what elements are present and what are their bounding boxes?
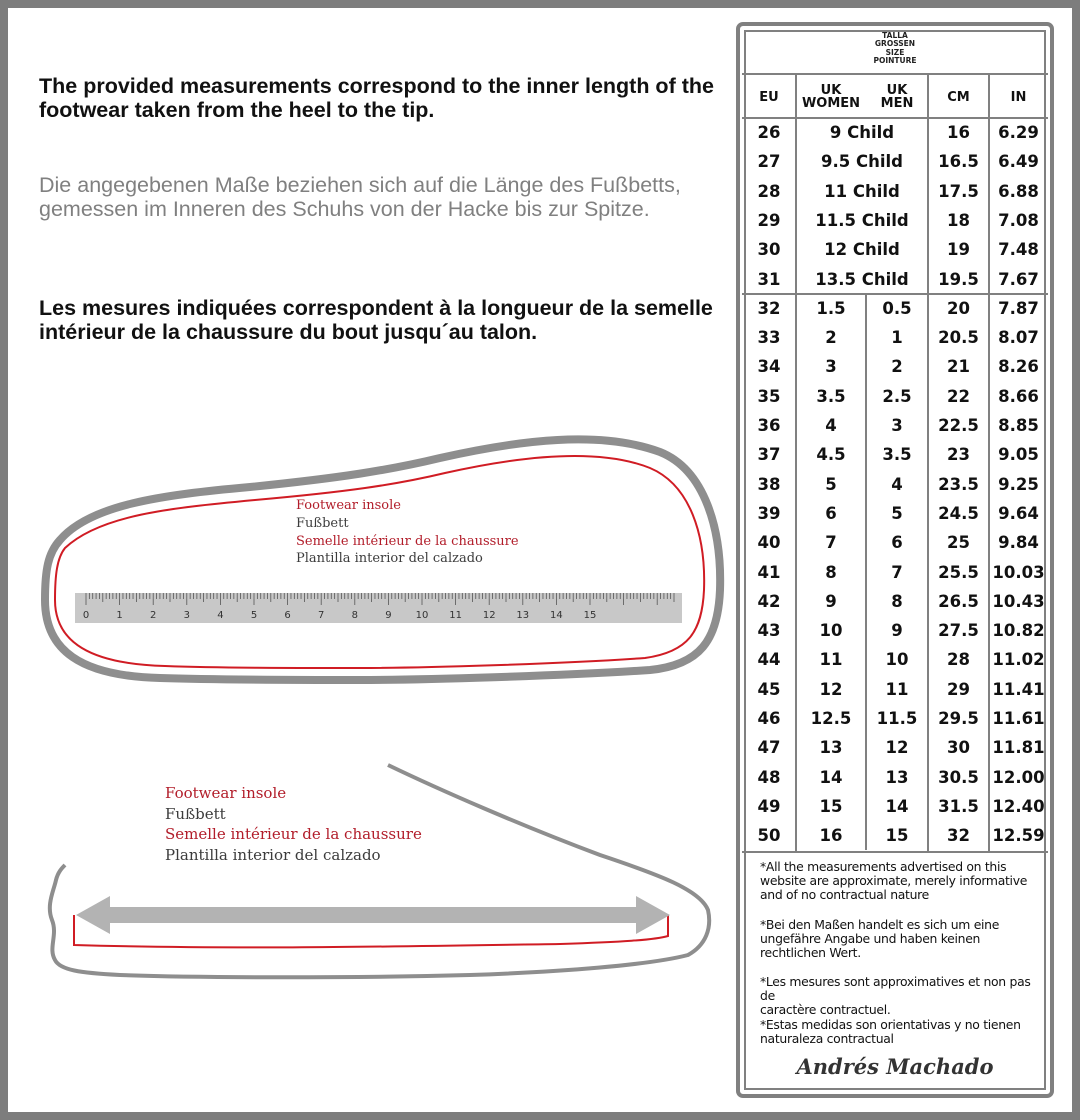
intro-english-line: The provided measurements correspond to the inner length of the bbox=[39, 74, 714, 98]
cell-cm: 19.5 bbox=[938, 269, 979, 289]
cell-eu: 41 bbox=[757, 562, 781, 582]
cell-uk-men: 11.5 bbox=[876, 709, 918, 728]
ruler-number: 4 bbox=[217, 610, 224, 621]
shoe-outline-side-view bbox=[50, 765, 709, 977]
note-english bbox=[760, 860, 1042, 902]
table-footer-divider bbox=[742, 851, 1048, 853]
ruler-number: 8 bbox=[351, 610, 358, 621]
cell-eu: 40 bbox=[757, 533, 781, 553]
cell-eu: 32 bbox=[757, 298, 781, 318]
cell-cm: 24.5 bbox=[938, 503, 979, 523]
cell-in: 7.48 bbox=[998, 240, 1039, 260]
cell-uk-men: 2.5 bbox=[882, 386, 912, 406]
cell-in: 11.02 bbox=[992, 650, 1045, 670]
length-double-arrow bbox=[76, 896, 670, 934]
cell-in: 12.59 bbox=[992, 826, 1045, 846]
cell-in: 11.61 bbox=[992, 709, 1045, 728]
cell-cm: 31.5 bbox=[938, 796, 979, 816]
cell-uk-men: 13 bbox=[885, 767, 909, 787]
cell-in: 6.49 bbox=[998, 152, 1039, 172]
cell-in: 12.40 bbox=[992, 796, 1045, 816]
cell-eu: 26 bbox=[757, 123, 781, 142]
cell-cm: 25 bbox=[947, 533, 970, 553]
cell-uk-men: 10 bbox=[885, 650, 909, 670]
label-fussbett: Fußbett bbox=[165, 805, 226, 823]
note-line: *Estas medidas son orientativas y no tienen bbox=[760, 1017, 1021, 1032]
table-title-line: GROSSEN bbox=[874, 39, 916, 49]
note-french bbox=[760, 975, 1042, 1017]
header-in: IN bbox=[1010, 89, 1027, 105]
cell-uk-men: 3.5 bbox=[882, 445, 912, 465]
cell-uk-women: 5 bbox=[825, 474, 837, 494]
note-line: *Bei den Maßen handelt es sich um eine bbox=[760, 917, 1000, 932]
ruler-number: 10 bbox=[415, 610, 429, 621]
cell-cm: 17.5 bbox=[938, 181, 979, 201]
cell-cm: 16 bbox=[947, 123, 970, 142]
cell-uk-men: 9 bbox=[891, 621, 903, 641]
label-plantilla: Plantilla interior del calzado bbox=[165, 846, 381, 864]
cell-eu: 36 bbox=[757, 416, 781, 435]
cell-cm: 28 bbox=[947, 650, 970, 670]
cell-in: 9.64 bbox=[998, 503, 1039, 523]
cell-uk-women: 1.5 bbox=[816, 298, 846, 318]
cell-uk-men: 14 bbox=[885, 796, 909, 816]
ruler-number: 12 bbox=[482, 610, 496, 621]
note-line: rechtlichen Wert. bbox=[760, 945, 861, 960]
cell-in: 9.25 bbox=[998, 474, 1039, 494]
cell-cm: 25.5 bbox=[938, 562, 979, 582]
note-line: and of no contractual nature bbox=[760, 887, 929, 902]
cell-in: 6.29 bbox=[998, 123, 1039, 142]
cell-uk-men: 4 bbox=[891, 474, 903, 494]
cell-in: 10.43 bbox=[992, 591, 1045, 611]
cell-uk-child: 11 Child bbox=[824, 181, 900, 201]
cell-cm: 16.5 bbox=[938, 152, 979, 172]
cell-uk-child: 9 Child bbox=[829, 123, 895, 142]
cell-uk-women: 12 bbox=[819, 679, 843, 699]
cell-cm: 23.5 bbox=[938, 474, 979, 494]
cell-uk-women: 9 bbox=[825, 591, 837, 611]
intro-german-line: gemessen im Inneren des Schuhs von der Hacke bis zur Spitze. bbox=[39, 197, 650, 221]
header-eu: EU bbox=[759, 89, 779, 105]
cell-eu: 34 bbox=[757, 357, 781, 377]
cell-uk-women: 6 bbox=[825, 503, 837, 523]
cell-uk-women: 4 bbox=[825, 416, 837, 435]
cell-uk-women: 3.5 bbox=[816, 386, 846, 406]
cell-uk-men: 12 bbox=[885, 738, 909, 758]
label-fussbett: Fußbett bbox=[296, 516, 349, 531]
cell-in: 8.85 bbox=[998, 416, 1039, 435]
cell-eu: 48 bbox=[757, 767, 781, 787]
cell-eu: 45 bbox=[757, 679, 781, 699]
cell-uk-child: 12 Child bbox=[824, 240, 900, 260]
cell-eu: 31 bbox=[757, 269, 781, 289]
table-title bbox=[742, 32, 1048, 65]
cell-uk-men: 8 bbox=[891, 591, 903, 611]
cell-uk-men: 7 bbox=[891, 562, 903, 582]
note-german bbox=[760, 918, 1042, 960]
cell-uk-men: 15 bbox=[885, 826, 909, 846]
cell-in: 9.05 bbox=[998, 445, 1039, 465]
cell-uk-women: 8 bbox=[825, 562, 837, 582]
note-line: ungefähre Angabe und haben keinen bbox=[760, 931, 981, 946]
cell-cm: 30.5 bbox=[938, 767, 979, 787]
cell-uk-men: 3 bbox=[891, 416, 903, 435]
cell-eu: 30 bbox=[757, 240, 781, 260]
cell-cm: 26.5 bbox=[938, 591, 979, 611]
label-footwear-insole: Footwear insole bbox=[296, 498, 401, 513]
cell-uk-child: 9.5 Child bbox=[821, 152, 903, 172]
note-line: *Les mesures sont approximatives et non pas de bbox=[760, 974, 1031, 1003]
table-title-line: POINTURE bbox=[873, 55, 917, 65]
cell-in: 10.82 bbox=[992, 621, 1045, 641]
cell-in: 12.00 bbox=[992, 767, 1045, 787]
ruler-number: 11 bbox=[449, 610, 462, 621]
cell-cm: 18 bbox=[947, 210, 970, 230]
cell-uk-men: 2 bbox=[891, 357, 903, 377]
table-title-line: SIZE bbox=[885, 47, 905, 57]
cell-uk-women: 2 bbox=[825, 328, 837, 348]
cell-cm: 23 bbox=[947, 445, 970, 465]
note-line: naturaleza contractual bbox=[760, 1031, 894, 1046]
cell-uk-women: 12.5 bbox=[810, 709, 852, 728]
cell-uk-women: 13 bbox=[819, 738, 843, 758]
cell-in: 8.66 bbox=[998, 386, 1039, 406]
cell-uk-women: 16 bbox=[819, 826, 843, 846]
cell-uk-women: 11 bbox=[819, 650, 843, 670]
cell-cm: 30 bbox=[947, 738, 970, 758]
ruler-number: 14 bbox=[550, 610, 563, 621]
cell-eu: 44 bbox=[757, 650, 781, 670]
cell-eu: 49 bbox=[757, 796, 781, 816]
cell-eu: 43 bbox=[757, 621, 781, 641]
cell-cm: 20.5 bbox=[938, 328, 979, 348]
table-title-line: TALLA bbox=[882, 31, 908, 40]
cell-in: 11.81 bbox=[992, 738, 1045, 758]
ruler-number: 0 bbox=[82, 610, 90, 621]
cell-uk-women: 14 bbox=[819, 767, 843, 787]
cell-cm: 22 bbox=[947, 386, 970, 406]
label-semelle: Semelle intérieur de la chaussure bbox=[165, 825, 422, 843]
ruler-number: 1 bbox=[116, 610, 123, 621]
note-line: caractère contractuel. bbox=[760, 1002, 891, 1017]
cell-eu: 39 bbox=[757, 503, 781, 523]
cell-uk-men: 6 bbox=[891, 533, 903, 553]
cell-eu: 29 bbox=[757, 210, 781, 230]
cell-uk-women: 7 bbox=[825, 533, 837, 553]
cell-uk-women: 3 bbox=[825, 357, 837, 377]
cell-uk-men: 1 bbox=[891, 328, 903, 348]
cell-cm: 32 bbox=[947, 826, 970, 846]
cell-eu: 35 bbox=[757, 386, 781, 406]
cell-uk-child: 13.5 Child bbox=[815, 269, 909, 289]
cell-in: 10.03 bbox=[992, 562, 1045, 582]
intro-french-line: Les mesures indiquées correspondent à la longueur de la semelle bbox=[39, 296, 713, 320]
cell-in: 8.26 bbox=[998, 357, 1039, 377]
label-plantilla: Plantilla interior del calzado bbox=[296, 551, 483, 566]
intro-german-line: Die angegebenen Maße beziehen sich auf die Länge des Fußbetts, bbox=[39, 173, 681, 197]
cell-uk-women: 4.5 bbox=[816, 445, 846, 465]
cell-eu: 42 bbox=[757, 591, 781, 611]
header-uk-men: UK MEN bbox=[880, 83, 914, 111]
cell-uk-men: 11 bbox=[885, 679, 909, 699]
intro-french-line: intérieur de la chaussure du bout jusqu´au talon. bbox=[39, 320, 538, 344]
cell-eu: 28 bbox=[757, 181, 781, 201]
note-line: website are approximate, merely informative bbox=[760, 873, 1028, 888]
cell-cm: 22.5 bbox=[938, 416, 979, 435]
cell-cm: 29.5 bbox=[938, 709, 979, 728]
ruler-number: 9 bbox=[385, 610, 392, 621]
cell-in: 8.07 bbox=[998, 328, 1039, 348]
cell-cm: 21 bbox=[947, 357, 970, 377]
cell-uk-women: 10 bbox=[819, 621, 843, 641]
header-cm: CM bbox=[947, 89, 970, 105]
cell-eu: 37 bbox=[757, 445, 781, 465]
brand-signature: Andrés Machado bbox=[796, 1054, 994, 1079]
cell-in: 7.67 bbox=[998, 269, 1039, 289]
ruler-number: 3 bbox=[183, 610, 190, 621]
ruler-number: 2 bbox=[150, 610, 157, 621]
cell-in: 6.88 bbox=[998, 181, 1039, 201]
cell-eu: 47 bbox=[757, 738, 781, 758]
cell-in: 11.41 bbox=[992, 679, 1045, 699]
intro-english-line: footwear taken from the heel to the tip. bbox=[39, 98, 435, 122]
table-title-divider bbox=[742, 73, 1048, 75]
cell-cm: 27.5 bbox=[938, 621, 979, 641]
ruler-number: 13 bbox=[516, 610, 530, 621]
cell-in: 7.08 bbox=[998, 210, 1039, 230]
label-semelle: Semelle intérieur de la chaussure bbox=[296, 534, 519, 549]
ruler-number: 5 bbox=[250, 610, 258, 621]
cell-eu: 50 bbox=[757, 826, 781, 846]
note-spanish bbox=[760, 1018, 1042, 1046]
ruler-number: 15 bbox=[583, 610, 597, 621]
cell-in: 7.87 bbox=[998, 298, 1039, 318]
cell-eu: 38 bbox=[757, 474, 781, 494]
label-footwear-insole: Footwear insole bbox=[165, 784, 287, 802]
cell-uk-child: 11.5 Child bbox=[815, 210, 909, 230]
note-line: *All the measurements advertised on this bbox=[760, 859, 1007, 874]
cell-cm: 29 bbox=[947, 679, 970, 699]
cell-eu: 33 bbox=[757, 328, 781, 348]
cell-in: 9.84 bbox=[998, 533, 1039, 553]
cell-eu: 46 bbox=[757, 709, 781, 728]
cell-cm: 20 bbox=[947, 298, 970, 318]
header-uk-women: UK WOMEN bbox=[801, 83, 861, 111]
cell-uk-women: 15 bbox=[819, 796, 843, 816]
cell-uk-men: 5 bbox=[891, 503, 903, 523]
cell-eu: 27 bbox=[757, 152, 781, 172]
ruler-number: 6 bbox=[284, 610, 291, 621]
ruler-number: 7 bbox=[318, 610, 325, 621]
cell-uk-men: 0.5 bbox=[882, 298, 912, 318]
cell-cm: 19 bbox=[947, 240, 970, 260]
